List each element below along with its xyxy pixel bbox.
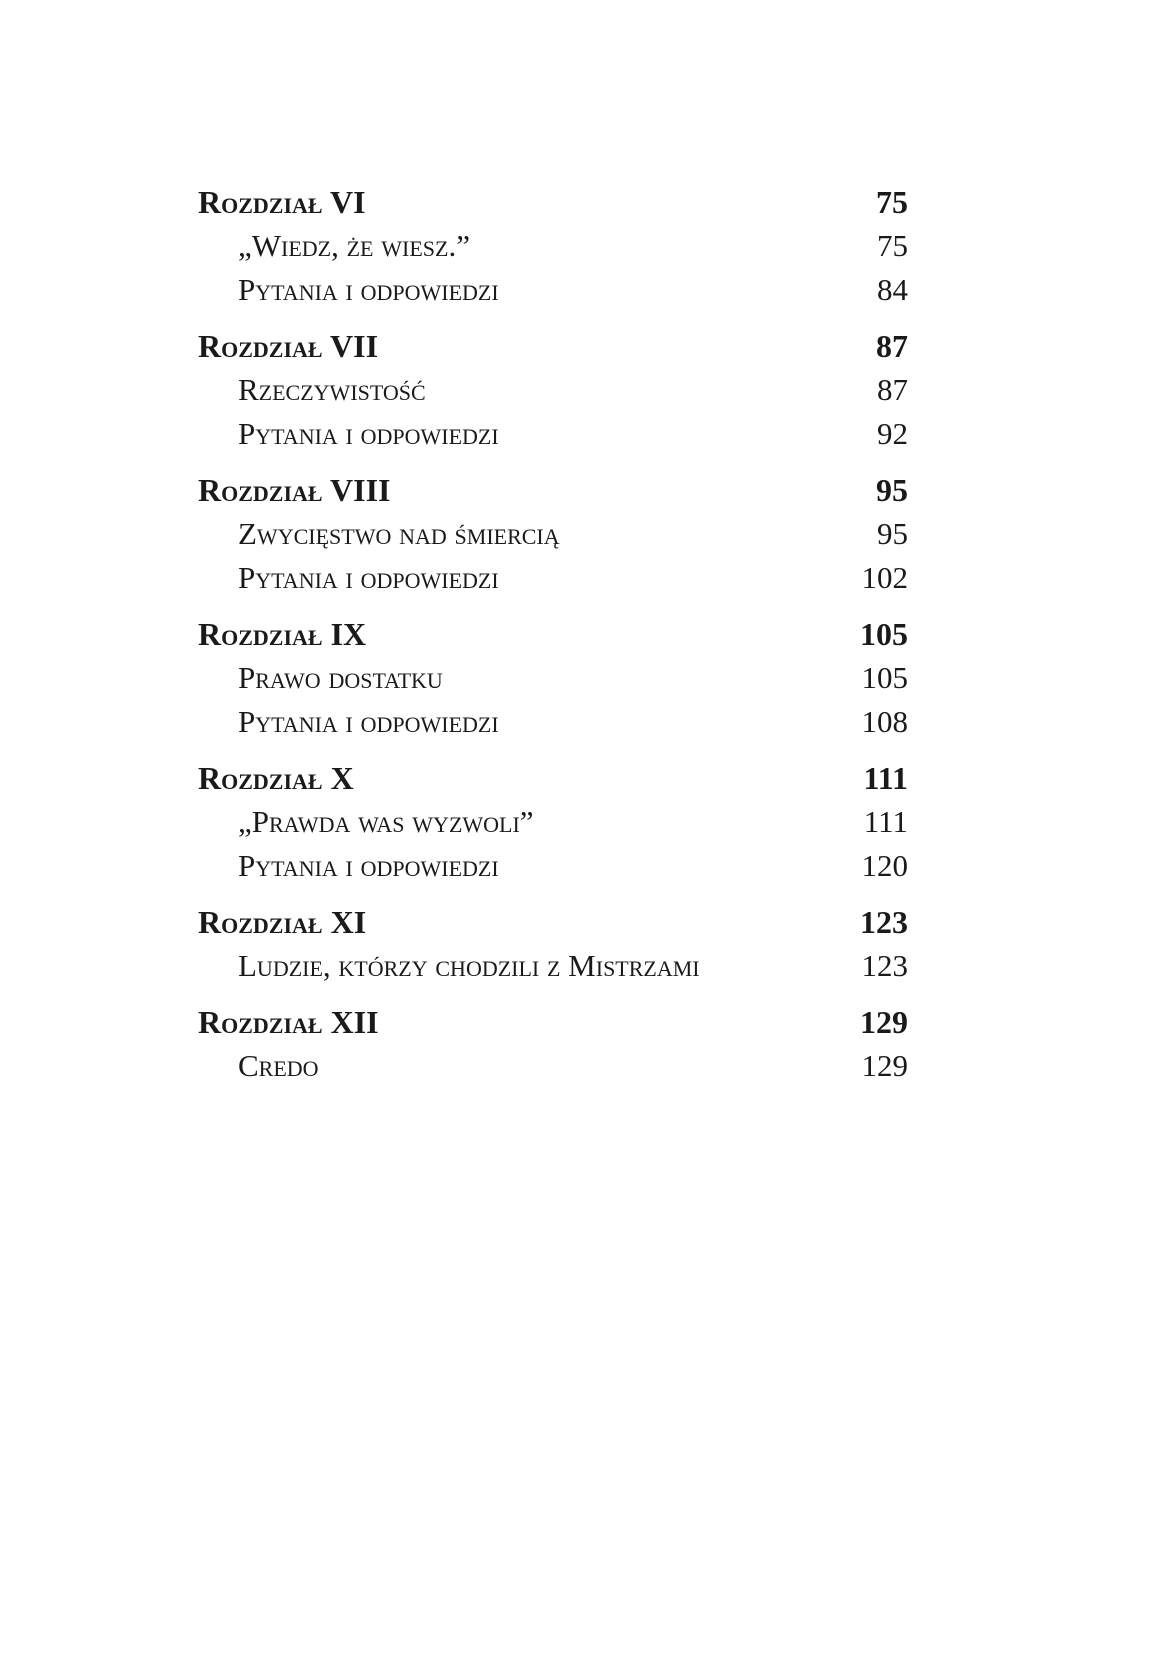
entry-title: Pytania i odpowiedzi	[238, 848, 499, 883]
entry-page-number: 120	[861, 848, 908, 883]
entry-page-number: 84	[877, 272, 908, 307]
chapter-title: Rozdział XII	[198, 1004, 379, 1040]
chapter-heading[interactable]	[198, 324, 908, 368]
toc-entry[interactable]	[198, 800, 908, 844]
toc-entry[interactable]	[198, 844, 908, 888]
chapter-page-number: 75	[876, 184, 908, 220]
entry-page-number: 87	[877, 372, 908, 407]
toc-chapter	[198, 756, 908, 888]
chapter-page-number: 129	[860, 1004, 908, 1040]
entry-title: Pytania i odpowiedzi	[238, 272, 499, 307]
toc-chapter	[198, 324, 908, 456]
toc-chapter	[198, 180, 908, 312]
entry-title: Rzeczywistość	[238, 372, 426, 407]
entry-page-number: 102	[861, 560, 908, 595]
chapter-heading[interactable]	[198, 180, 908, 224]
toc-entry[interactable]	[198, 412, 908, 456]
chapter-title: Rozdział IX	[198, 616, 367, 652]
entry-title: Pytania i odpowiedzi	[238, 560, 499, 595]
toc-entry[interactable]	[198, 268, 908, 312]
entry-title: Pytania i odpowiedzi	[238, 704, 499, 739]
toc-chapter	[198, 1000, 908, 1088]
chapter-page-number: 111	[863, 760, 908, 796]
chapter-page-number: 105	[860, 616, 908, 652]
chapter-title: Rozdział XI	[198, 904, 367, 940]
chapter-heading[interactable]	[198, 1000, 908, 1044]
entry-page-number: 108	[861, 704, 908, 739]
entry-page-number: 111	[863, 804, 908, 839]
entry-page-number: 75	[877, 228, 908, 263]
toc-entry[interactable]	[198, 556, 908, 600]
toc-entry[interactable]	[198, 512, 908, 556]
entry-title: Prawo dostatku	[238, 660, 443, 695]
entry-page-number: 92	[877, 416, 908, 451]
entry-title: „Prawda was wyzwoli”	[238, 804, 534, 839]
chapter-title: Rozdział X	[198, 760, 354, 796]
chapter-page-number: 87	[876, 328, 908, 364]
chapter-heading[interactable]	[198, 756, 908, 800]
toc-entry[interactable]	[198, 368, 908, 412]
chapter-page-number: 95	[876, 472, 908, 508]
toc-entry[interactable]	[198, 656, 908, 700]
chapter-page-number: 123	[860, 904, 908, 940]
toc-chapter	[198, 900, 908, 988]
toc-entry[interactable]	[198, 224, 908, 268]
chapter-heading[interactable]	[198, 900, 908, 944]
table-of-contents	[198, 180, 908, 1100]
entry-page-number: 95	[877, 516, 908, 551]
toc-entry[interactable]	[198, 1044, 908, 1088]
entry-title: Zwycięstwo nad śmiercią	[238, 516, 560, 551]
entry-title: Credo	[238, 1048, 319, 1083]
entry-title: „Wiedz, że wiesz.”	[238, 228, 470, 263]
chapter-heading[interactable]	[198, 468, 908, 512]
chapter-title: Rozdział VI	[198, 184, 366, 220]
entry-title: Pytania i odpowiedzi	[238, 416, 499, 451]
toc-entry[interactable]	[198, 700, 908, 744]
toc-entry[interactable]	[198, 944, 908, 988]
entry-title: Ludzie, którzy chodzili z Mistrzami	[238, 948, 700, 983]
toc-chapter	[198, 468, 908, 600]
chapter-heading[interactable]	[198, 612, 908, 656]
toc-chapter	[198, 612, 908, 744]
chapter-title: Rozdział VIII	[198, 472, 391, 508]
entry-page-number: 105	[861, 660, 908, 695]
chapter-title: Rozdział VII	[198, 328, 379, 364]
entry-page-number: 123	[861, 948, 908, 983]
entry-page-number: 129	[861, 1048, 908, 1083]
